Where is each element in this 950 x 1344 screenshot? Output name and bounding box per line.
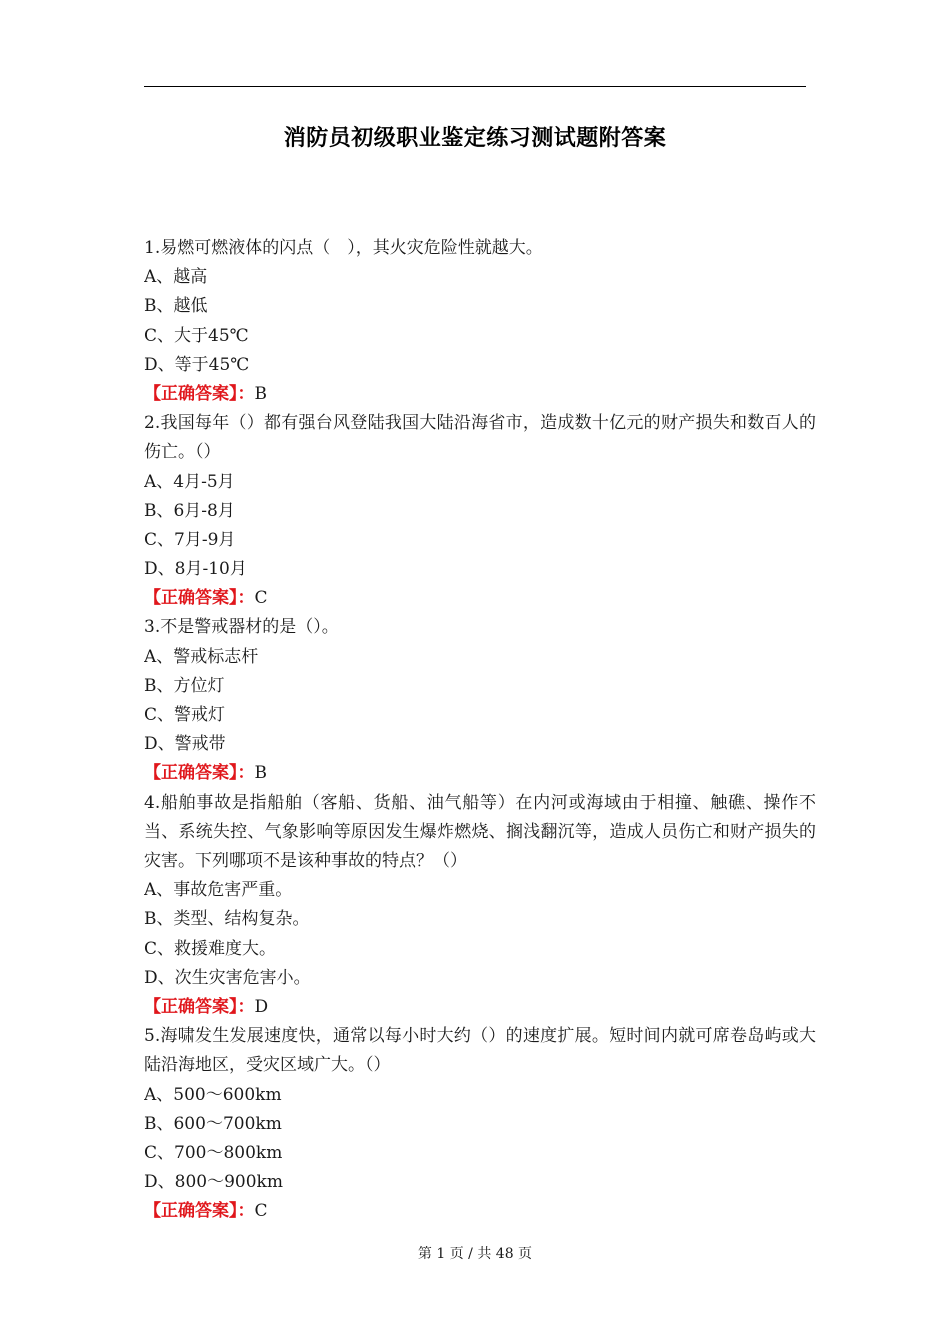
answer-label: 【正确答案】： bbox=[144, 1201, 255, 1222]
question-list bbox=[144, 234, 816, 1227]
option-b: B、类型、结构复杂。 bbox=[144, 909, 310, 930]
option-a: A、警戒标志杆 bbox=[144, 646, 259, 667]
question-stem: 5.海啸发生发展速度快，通常以每小时大约（）的速度扩展。短时间内就可席卷岛屿或大陆沿海地区，受灾区域广大。（） bbox=[144, 1026, 816, 1076]
answer-label: 【正确答案】： bbox=[144, 996, 255, 1017]
page-footer: 第 1 页 / 共 48 页 bbox=[417, 1246, 533, 1262]
question-stem: 2.我国每年（）都有强台风登陆我国大陆沿海省市，造成数十亿元的财产损失和数百人的伤亡。（） bbox=[144, 413, 816, 463]
option-d: D、警戒带 bbox=[144, 734, 226, 755]
question-3 bbox=[144, 613, 816, 788]
answer-label: 【正确答案】： bbox=[144, 763, 255, 784]
question-stem: 4.船舶事故是指船舶（客船、货船、油气船等）在内河或海域由于相撞、触礁、操作不当、系统失控、气象影响等原因发生爆炸燃烧、搁浅翻沉等，造成人员伤亡和财产损失的灾害。下列哪项不是该种事故的特点？（） bbox=[144, 792, 816, 872]
option-b: B、6月-8月 bbox=[144, 500, 235, 521]
answer-value: B bbox=[254, 763, 267, 784]
answer-row bbox=[144, 584, 816, 613]
option-b: B、600～700km bbox=[144, 1113, 282, 1134]
document-title: 消防员初级职业鉴定练习测试题附答案 bbox=[283, 126, 667, 151]
answer-row bbox=[144, 380, 816, 409]
option-b: B、方位灯 bbox=[144, 675, 225, 696]
option-c: C、警戒灯 bbox=[144, 705, 226, 726]
option-c: C、大于45℃ bbox=[144, 325, 249, 346]
option-d: D、800～900km bbox=[144, 1172, 283, 1193]
option-c: C、救援难度大。 bbox=[144, 938, 277, 959]
option-a: A、越高 bbox=[144, 267, 208, 288]
answer-value: C bbox=[254, 1201, 268, 1222]
answer-row bbox=[144, 759, 816, 788]
question-4 bbox=[144, 789, 816, 1023]
option-a: A、事故危害严重。 bbox=[144, 880, 293, 901]
answer-row bbox=[144, 1197, 816, 1226]
question-2 bbox=[144, 409, 816, 613]
answer-value: C bbox=[254, 588, 268, 609]
option-d: D、等于45℃ bbox=[144, 354, 250, 375]
question-1 bbox=[144, 234, 816, 409]
answer-label: 【正确答案】： bbox=[144, 383, 255, 404]
answer-value: D bbox=[254, 996, 269, 1017]
answer-value: B bbox=[254, 383, 267, 404]
answer-label: 【正确答案】： bbox=[144, 588, 255, 609]
answer-row bbox=[144, 993, 816, 1022]
option-a: A、500～600km bbox=[144, 1084, 282, 1105]
option-c: C、700～800km bbox=[144, 1142, 283, 1163]
option-b: B、越低 bbox=[144, 296, 208, 317]
question-5 bbox=[144, 1022, 816, 1226]
option-c: C、7月-9月 bbox=[144, 529, 236, 550]
question-stem: 1.易燃可燃液体的闪点（ ），其火灾危险性就越大。 bbox=[144, 238, 543, 258]
header-rule bbox=[144, 86, 806, 87]
question-stem: 3.不是警戒器材的是（）。 bbox=[144, 617, 339, 638]
option-d: D、次生灾害危害小。 bbox=[144, 967, 311, 988]
option-a: A、4月-5月 bbox=[144, 471, 235, 492]
option-d: D、8月-10月 bbox=[144, 559, 247, 580]
